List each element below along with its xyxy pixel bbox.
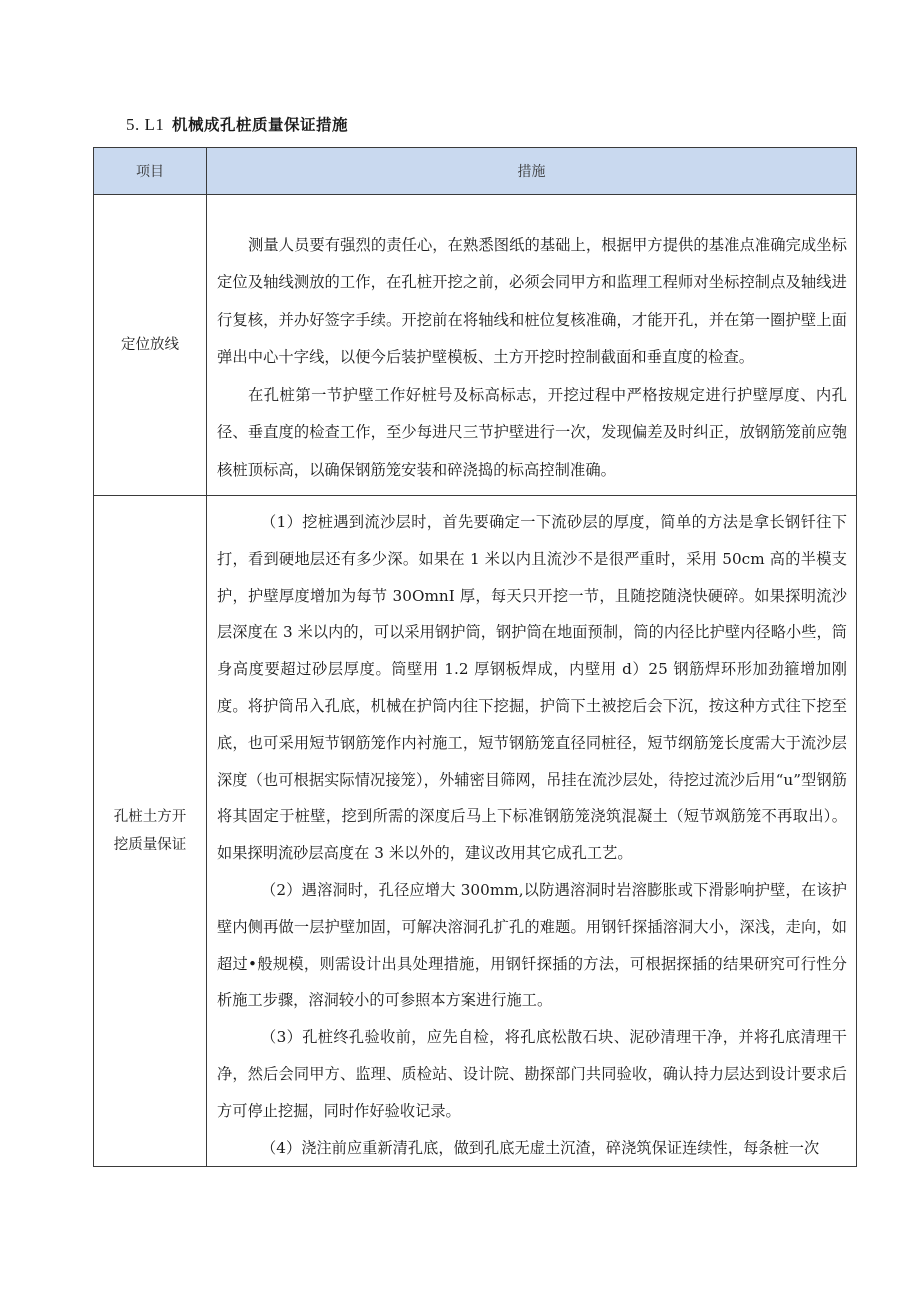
row-measure-cell [207,195,857,496]
item-label: 定位放线 [121,337,179,353]
table-row [94,496,857,1167]
section-title: 机械成孔桩质量保证措施 [171,116,348,134]
section-heading [126,113,348,135]
table-row [94,195,857,496]
header-measure: 措施 [207,148,857,195]
row-item-cell [94,195,207,496]
measure-paragraph: （4）浇注前应重新清孔底，做到孔底无虚土沉渣，碎浇筑保证连续性，每条桩一次 [261,1138,820,1157]
table-header-row [94,148,857,195]
item-label: 挖质量保证 [113,837,187,854]
item-label: 孔桩土方开 [113,809,187,826]
measure-paragraph: （1）挖桩遇到流沙层时，首先要确定一下流砂层的厚度，简单的方法是拿长钢钎往下打，看到硬地层还有多少深。如果在 1 米以内且流沙不是很严重时，采用 50cm 高的半模支护，护壁厚度增加为每节 30OmnI 厚，每天只开挖一节，且随挖随浇快硬碎。如果探明流沙层深度在 3 米以内的，可以采用钢护筒，钢护筒在地面预制，筒的内径比护壁内径略小些，筒身高度要超过砂层厚度。筒壁用 1.2 厚钢板焊成，内壁用 d）25 钢筋焊环形加劲箍增加刚度。将护筒吊入孔底，机械在护筒内往下挖掘，护筒下土被挖后会下沉，按这种方式往下挖至底，也可采用短节钢筋笼作内衬施工，短节钢筋笼直径同桩径，短节纲筋笼长度需大于流沙层深度（也可根据实际情况接笼），外辅密目筛网，吊挂在流沙层处，待挖过流沙后用“u”型钢筋将其固定于桩壁，挖到所需的深度后马上下标准钢筋笼浇筑混凝土（短节飒筋笼不再取出）。如果探明流砂层高度在 3 米以外的，建议改用其它成孔工艺。 [217,513,847,863]
measures-table [93,147,857,1167]
header-item: 项目 [94,148,207,195]
row-measure-cell [207,496,857,1167]
row-item-cell [94,496,207,1167]
measure-paragraph: 测量人员要有强烈的责任心，在熟悉图纸的基础上，根据甲方提供的基准点准确完成坐标定位及轴线测放的工作，在孔桩开挖之前，必须会同甲方和监理工程师对坐标控制点及轴线进行复核，并办好签字手续。开挖前在将轴线和桩位复核准确，才能开孔，并在第一圈护壁上面弹出中心十字线，以便今后装护壁模板、土方开挖时控制截面和垂直度的检查。 [217,235,847,367]
measure-paragraph: （3）孔桩终孔验收前，应先自检，将孔底松散石块、泥砂清理干净，并将孔底清理干净，然后会同甲方、监理、质检站、设计院、勘探部门共同验收，确认持力层达到设计要求后方可停止挖掘，同时作好验收记录。 [217,1028,847,1120]
measure-paragraph: 在孔桩第一节护壁工作好桩号及标高标志，开挖过程中严格按规定进行护壁厚度、内孔径、垂直度的检查工作，至少每进尺三节护壁进行一次，发现偏差及时纠正，放钢筋笼前应匏核桩顶标高，以确保钢筋笼安装和碎浇捣的标高控制准确。 [217,385,847,479]
section-number: 5. L1 [126,115,165,134]
measure-paragraph: （2）遇溶洞时，孔径应增大 300mm,以防遇溶洞时岩溶膨胀或下滑影响护壁，在该护壁内侧再做一层护壁加固，可解决溶洞孔扩孔的难题。用钢钎探插溶洞大小，深浅，走向，如超过•般规模，则需设计出具处理措施，用钢钎探插的方法，可根据探插的结果研究可行性分析施工步骤，溶洞较小的可参照本方案进行施工。 [217,880,847,1010]
